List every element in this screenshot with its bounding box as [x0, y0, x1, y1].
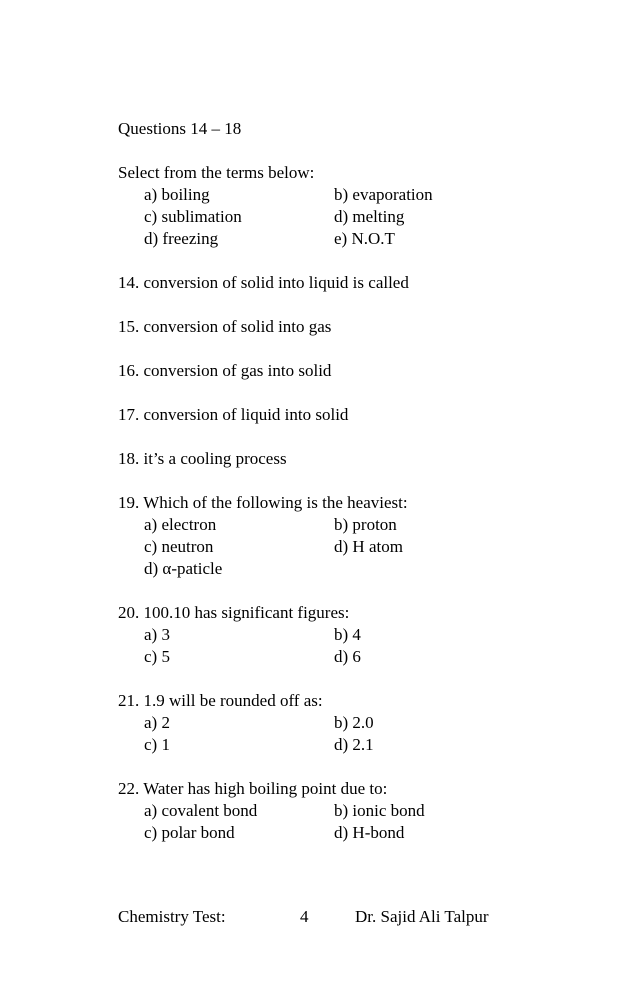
answer-option: c) 1	[144, 735, 170, 754]
option-row	[144, 646, 538, 668]
question-14: 14. conversion of solid into liquid is called	[118, 273, 409, 292]
answer-option: a) 3	[144, 625, 170, 644]
option-row	[144, 624, 538, 646]
answer-option: a) covalent bond	[144, 801, 258, 820]
option-row	[144, 558, 538, 580]
option-row	[144, 822, 538, 844]
question-21-options	[118, 712, 538, 756]
question-17: 17. conversion of liquid into solid	[118, 405, 349, 424]
answer-option: b) ionic bond	[334, 801, 425, 820]
section-heading: Questions 14 – 18	[118, 119, 242, 138]
answer-option: c) 5	[144, 647, 170, 666]
answer-option: a) electron	[144, 515, 217, 534]
terms-row	[144, 184, 538, 206]
term-option: d) melting	[334, 207, 405, 226]
answer-option: c) neutron	[144, 537, 214, 556]
page-footer	[118, 906, 518, 928]
question-20-options	[118, 624, 538, 668]
answer-option: c) polar bond	[144, 823, 235, 842]
answer-option: d) H-bond	[334, 823, 405, 842]
option-row	[144, 800, 538, 822]
option-row	[144, 734, 538, 756]
terms-row	[144, 228, 538, 250]
question-page	[118, 118, 538, 844]
question-21: 21. 1.9 will be rounded off as:	[118, 691, 323, 710]
question-22-options	[118, 800, 538, 844]
answer-option: d) 2.1	[334, 735, 374, 754]
answer-option: d) 6	[334, 647, 361, 666]
question-15: 15. conversion of solid into gas	[118, 317, 332, 336]
term-option: a) boiling	[144, 185, 210, 204]
footer-title: Chemistry Test:	[118, 907, 226, 926]
option-row	[144, 536, 538, 558]
question-20: 20. 100.10 has significant figures:	[118, 603, 350, 622]
answer-option: a) 2	[144, 713, 170, 732]
term-option: b) evaporation	[334, 185, 433, 204]
answer-option: b) proton	[334, 515, 397, 534]
option-row	[144, 712, 538, 734]
question-18: 18. it’s a cooling process	[118, 449, 287, 468]
option-row	[144, 514, 538, 536]
terms-row	[144, 206, 538, 228]
term-option: c) sublimation	[144, 207, 242, 226]
term-option: d) freezing	[144, 229, 219, 248]
terms-list	[118, 184, 538, 250]
instruction-text: Select from the terms below:	[118, 163, 315, 182]
question-19-options	[118, 514, 538, 580]
footer-author: Dr. Sajid Ali Talpur	[355, 907, 489, 926]
answer-option: d) α-paticle	[144, 559, 223, 578]
term-option: e) N.O.T	[334, 229, 395, 248]
page-number: 4	[300, 907, 309, 926]
answer-option: b) 2.0	[334, 713, 374, 732]
answer-option: b) 4	[334, 625, 361, 644]
question-22: 22. Water has high boiling point due to:	[118, 779, 388, 798]
answer-option: d) H atom	[334, 537, 403, 556]
question-16: 16. conversion of gas into solid	[118, 361, 332, 380]
question-19: 19. Which of the following is the heaviest:	[118, 493, 408, 512]
